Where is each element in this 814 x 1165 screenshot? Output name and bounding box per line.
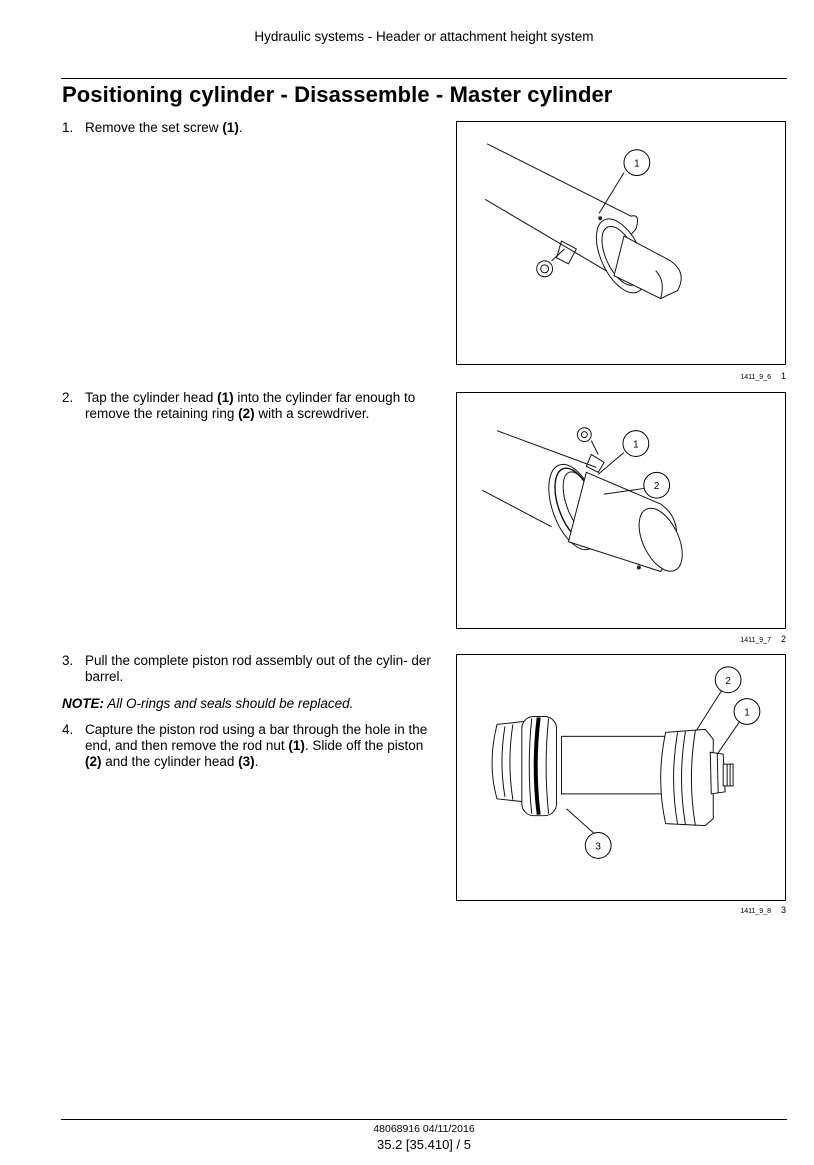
callout-1 xyxy=(734,699,760,725)
callout-2 xyxy=(644,472,670,498)
callout-2 xyxy=(715,667,741,693)
cylinder-set-screw-illustration xyxy=(457,122,785,364)
step-number: 2. xyxy=(62,390,74,405)
page-title: Positioning cylinder - Disassemble - Master cylinder xyxy=(62,82,613,107)
step-text: Remove the set screw (1). xyxy=(85,120,243,135)
step-number: 3. xyxy=(62,653,74,668)
step-text: Tap the cylinder head (1) into the cylinder far enough to remove the retaining ring (2) with a screwdriver. xyxy=(85,390,416,421)
figure-caption xyxy=(456,371,786,381)
retaining-ring-illustration xyxy=(457,393,785,628)
piston-rod-assembly-illustration xyxy=(457,655,785,900)
figure-2-retaining-ring xyxy=(456,392,786,629)
svg-text:2: 2 xyxy=(725,675,731,687)
svg-text:2: 2 xyxy=(653,481,660,493)
step-4 xyxy=(62,722,432,770)
step-1 xyxy=(62,120,432,136)
figure-caption xyxy=(456,634,786,644)
figure-3-piston-rod-assembly xyxy=(456,654,786,901)
note-text: All O-rings and seals should be replaced. xyxy=(104,696,354,711)
step-3 xyxy=(62,653,432,685)
figure-caption xyxy=(456,905,786,915)
svg-text:1: 1 xyxy=(744,707,750,719)
footer-page-ref: 35.2 [35.410] / 5 xyxy=(377,1137,471,1152)
figure-id: 1411_9_6 xyxy=(740,374,771,381)
figure-number: 3 xyxy=(780,905,786,915)
note xyxy=(62,696,432,712)
step-2 xyxy=(62,390,432,422)
step-text: Capture the piston rod using a bar through the hole in the end, and then remove the rod nut (1). Slide off the piston (2) and the cylinder head (3). xyxy=(85,722,428,769)
figure-number: 2 xyxy=(780,634,786,644)
figure-1-cylinder-set-screw xyxy=(456,121,786,365)
svg-text:3: 3 xyxy=(595,841,601,853)
figure-id: 1411_9_7 xyxy=(740,637,771,644)
step-number: 4. xyxy=(62,722,74,737)
running-header: Hydraulic systems - Header or attachment height system xyxy=(254,29,594,44)
callout-1 xyxy=(624,150,650,176)
figure-number: 1 xyxy=(780,371,786,381)
footer-rule xyxy=(61,1119,787,1120)
footer-doc-ref: 48068916 04/11/2016 xyxy=(373,1123,475,1135)
callout-1 xyxy=(623,431,649,457)
svg-text:1: 1 xyxy=(633,439,639,451)
note-label: NOTE: xyxy=(62,696,104,711)
header-rule xyxy=(61,78,787,79)
callout-3 xyxy=(585,833,611,859)
step-number: 1. xyxy=(62,120,74,135)
svg-text:1: 1 xyxy=(634,158,640,170)
figure-id: 1411_9_8 xyxy=(740,908,771,915)
step-text: Pull the complete piston rod assembly out of the cylin- der barrel. xyxy=(85,653,431,684)
